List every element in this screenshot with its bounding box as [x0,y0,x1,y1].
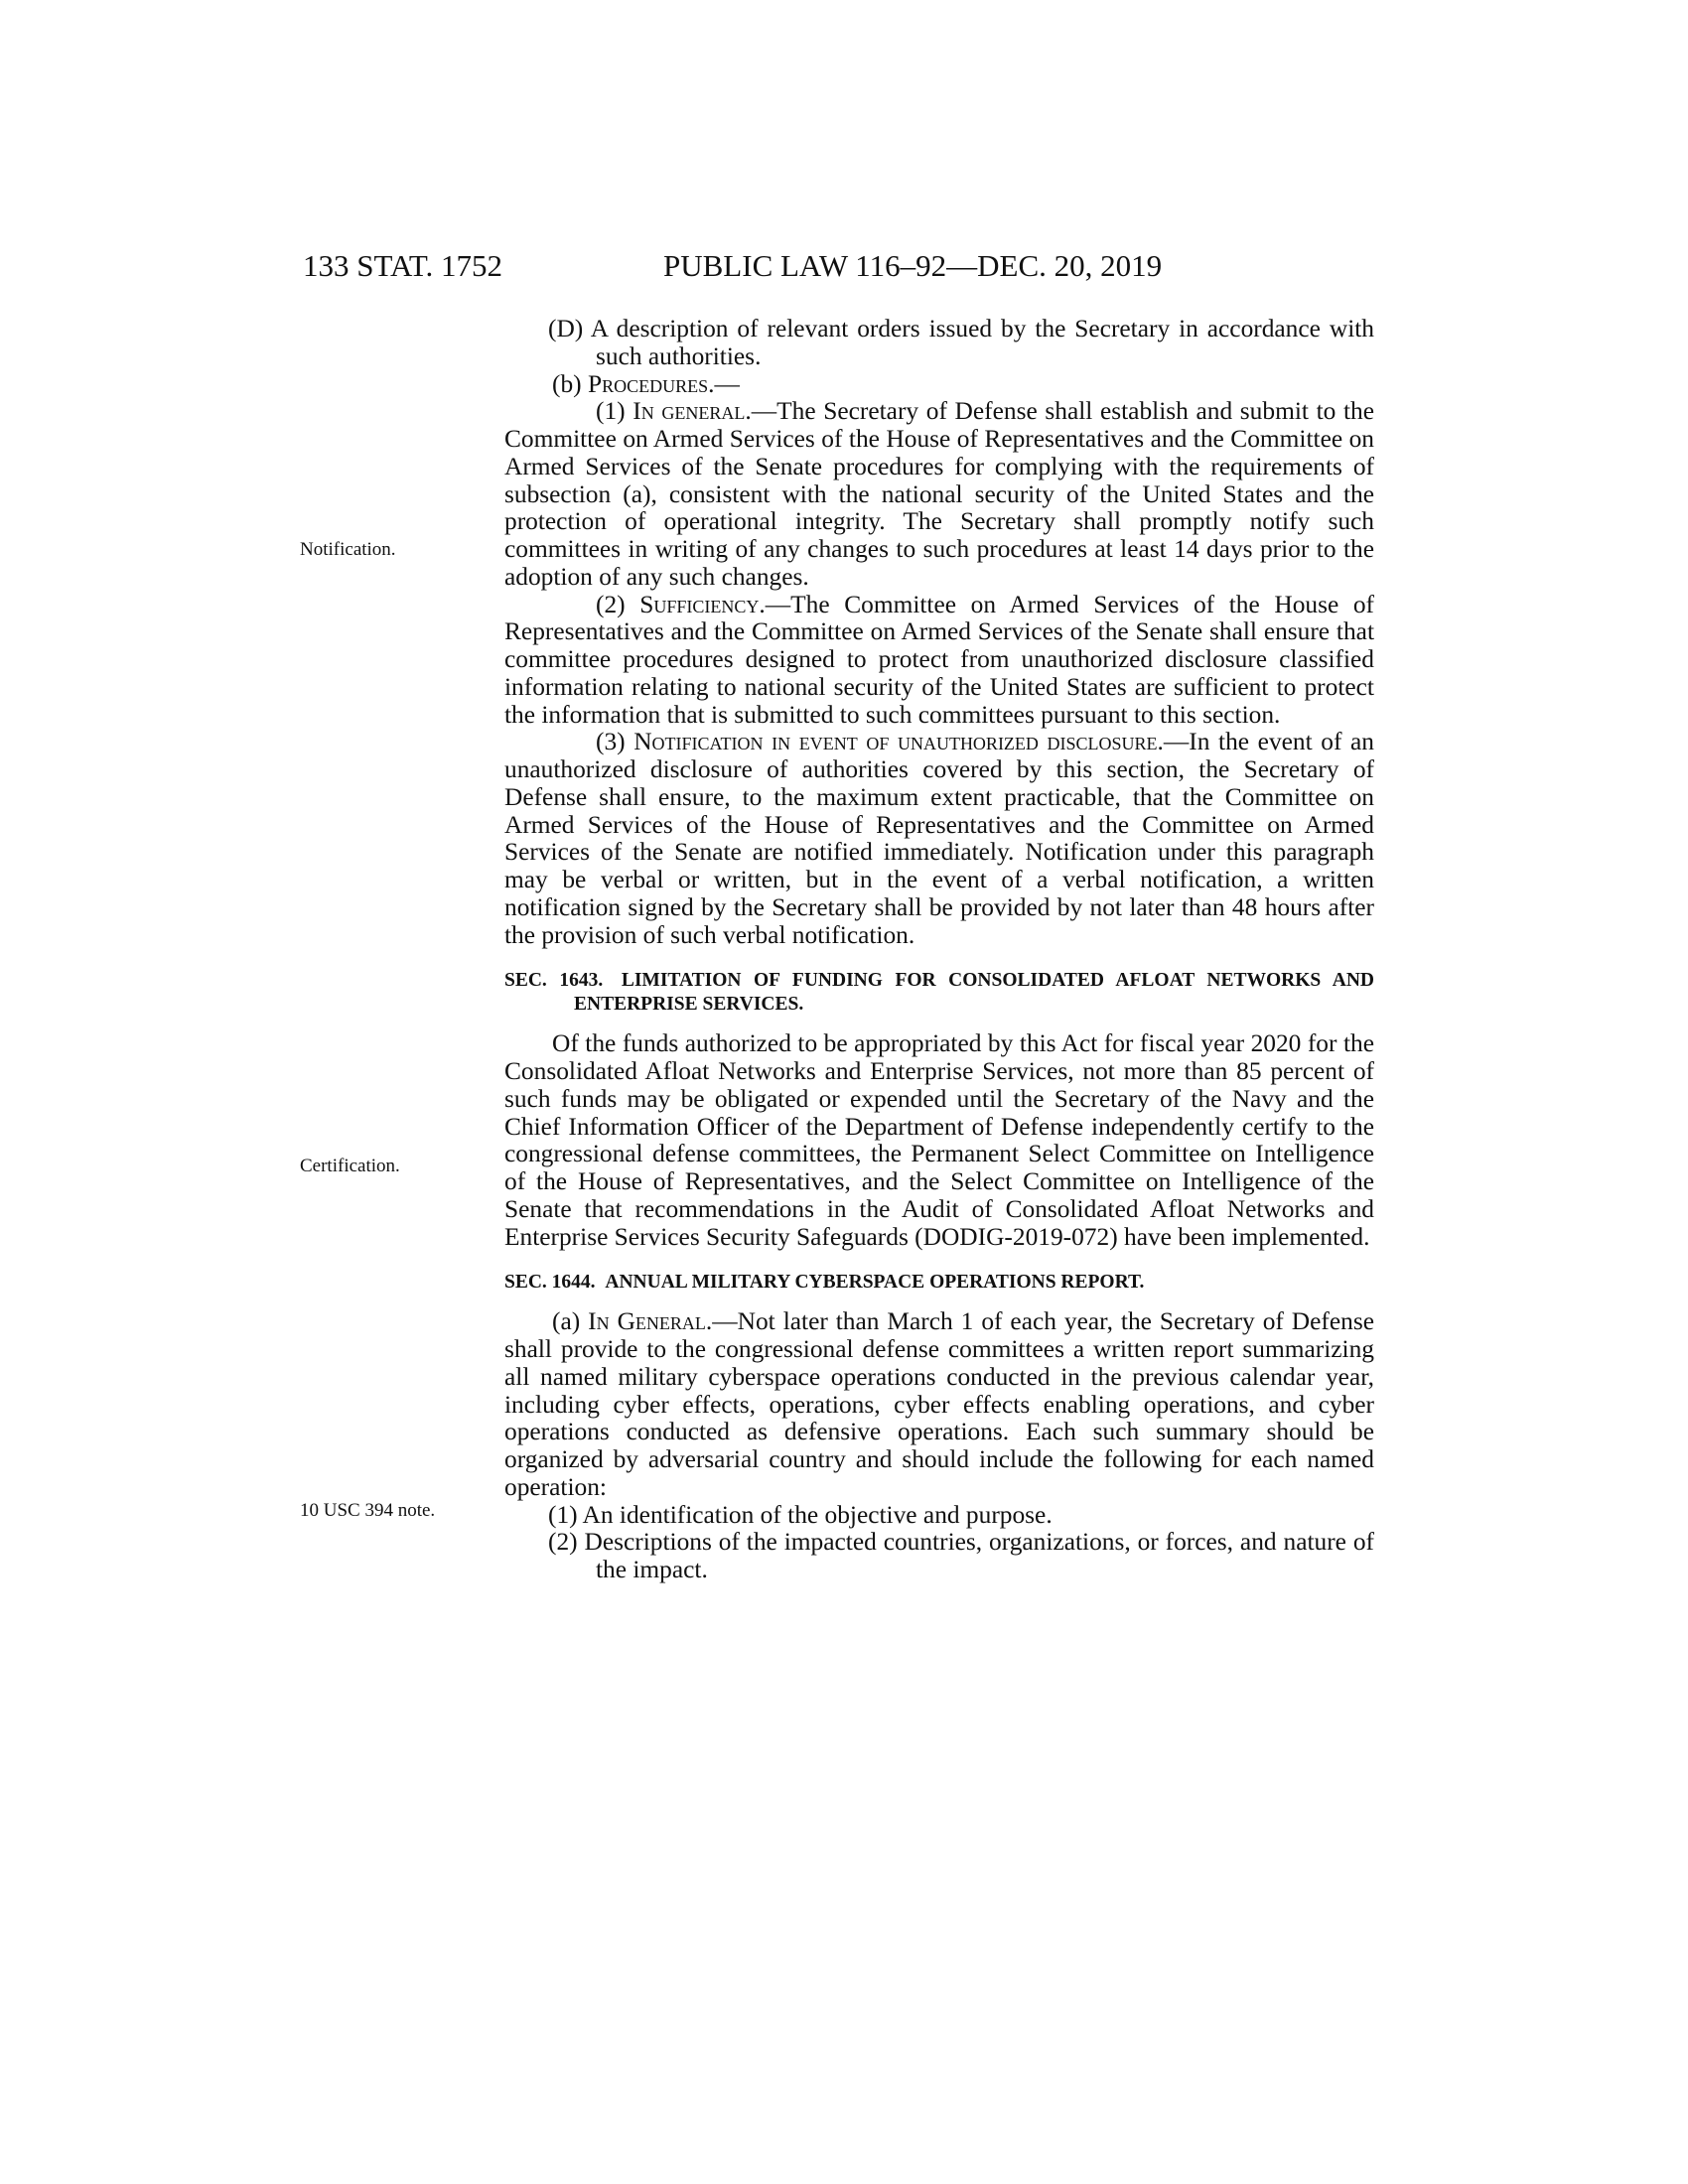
subsection-b-heading [504,371,1374,399]
section-1643-title: LIMITATION OF FUNDING FOR CONSOLIDATED AFLOAT NETWORKS AND ENTERPRISE SERVICES. [574,970,1375,1016]
section-1643-number: SEC. 1643. [504,970,604,992]
section-1644-number: SEC. 1644. [504,1272,596,1294]
paragraph-b1-heading: In general. [633,397,752,426]
margin-note-usc: 10 USC 394 note. [300,1500,436,1521]
margin-note-certification: Certification. [300,1156,400,1176]
paragraph-b1-text: —The Secretary of Defense shall establish and submit to the Committee on Armed Services of the House of Representatives and the Committee on Armed Services of the Senate procedures for complying with the requirements of subsection (a), consistent with the national security of the United States and the protection of operational integrity. The Secretary shall promptly notify such committees in writing of any changes to such procedures at least 14 days prior to the adoption of any such changes. [504,397,1374,591]
subsection-b-label: (b) [552,369,582,398]
public-law-title: PUBLIC LAW 116–92—DEC. 20, 2019 [663,248,1163,283]
paragraph-b3-label: (3) [596,728,626,756]
page-header [0,246,1688,286]
paragraph-a1: (1) An identification of the objective and purpose. [548,1500,1053,1529]
paragraph-b3-text: —In the event of an unauthorized disclosure of authorities covered by this section, the Secretary of Defense shall ensure, to the maximum extent practicable, that the Committee on Armed Services of the House of Representatives and the Committee on Armed Services of the Senate are notified immediately. Notification under this paragraph may be verbal or written, but in the event of a verbal notification, a written notification signed by the Secretary shall be provided by not later than 48 hours after the provision of such verbal notification. [504,728,1374,949]
paragraph-b3-heading: Notification in event of unauthorized disclosure. [633,728,1164,756]
paragraph-b2-label: (2) [596,590,626,618]
margin-note-notification: Notification. [300,539,396,560]
paragraph-b1-label: (1) [596,397,626,426]
statute-page-reference: 133 STAT. 1752 [303,248,503,283]
section-1643-text: Of the funds authorized to be appropriated by this Act for fiscal year 2020 for the Consolidated Afloat Networks and Enterprise Services, not more than 85 percent of such funds may be obligated or expended until the Secretary of the Navy and the Chief Information Officer of the Department of Defense independently certify to the congressional defense committees, the Permanent Select Committee on Intelligence of the House of Representatives, and the Select Committee on Intelligence of the Senate that recommendations in the Audit of Consolidated Afloat Networks and Enterprise Services Security Safeguards (DODIG-2019-072) have been implemented. [504,1029,1374,1251]
subsection-a-heading: In General. [588,1307,713,1336]
subsection-b-title: Procedures.— [587,369,740,398]
section-1644-title: ANNUAL MILITARY CYBERSPACE OPERATIONS REPORT. [605,1272,1145,1294]
paragraph-b2-heading: Sufficiency. [639,590,766,618]
subsection-a-text: —Not later than March 1 of each year, the Secretary of Defense shall provide to the congressional defense committees a written report summarizing all named military cyberspace operations conducted in the previous calendar year, including cyber effects, operations, cyber effects enabling operations, and cyber operations conducted as defensive operations. Each such summary should be organized by adversarial country and should include the following for each named operation: [504,1307,1374,1501]
paragraph-d: (D) A description of relevant orders issued by the Secretary in accordance with such authorities. [548,315,1374,370]
subsection-a [504,1308,1374,1501]
section-1644-heading [504,1271,1374,1295]
section-1643-heading [504,969,1374,1017]
paragraph-b2-text: —The Committee on Armed Services of the House of Representatives and the Committee on Armed Services of the Senate shall ensure that committee procedures designed to protect from unauthorized disclosure classified information relating to national security of the United States are sufficient to protect the information that is submitted to such committees pursuant to this section. [504,590,1375,729]
document-body [504,316,1374,1584]
paragraph-b2 [504,592,1374,730]
paragraph-b1 [504,398,1374,591]
paragraph-a2: (2) Descriptions of the impacted countries, organizations, or forces, and nature of the impact. [548,1528,1374,1583]
subsection-a-label: (a) [552,1307,581,1336]
paragraph-b3 [504,729,1374,949]
